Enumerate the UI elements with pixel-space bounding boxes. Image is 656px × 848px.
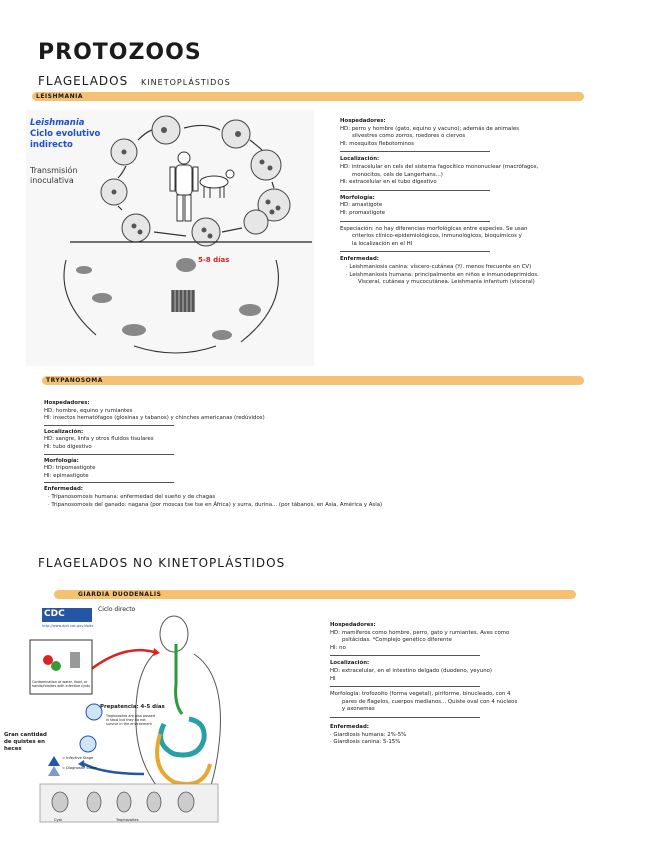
leish-loc-3: HI: extracelular en el tubo digestivo: [340, 179, 437, 186]
legend-type: indirecto: [30, 140, 73, 150]
leish-morf-2: HI: promastigote: [340, 209, 386, 216]
leishmania-bar-label: LEISHMANIA: [36, 93, 84, 100]
divider: [44, 482, 174, 483]
section-heading-secondary: KINETOPLÁSTIDOS: [141, 78, 231, 87]
leish-enf-2: · Leishmaniosis humana: principalmente en niños e inmunodeprimidos.: [346, 271, 539, 278]
divider: [340, 151, 490, 152]
tryp-morf-heading: Morfología:: [44, 457, 79, 464]
divider: [330, 686, 480, 687]
leish-hosp-3: HI: mosquitos flebotominos: [340, 140, 414, 147]
giar-loc-2: HI: [330, 675, 336, 682]
feces-line-3: heces: [4, 746, 22, 752]
giar-hosp-heading: Hospedadores:: [330, 622, 376, 628]
diagnostic-stage-label: = Diagnostic Stage: [62, 766, 97, 770]
transmission-label: [30, 166, 78, 186]
leish-loc-2: monocitos, cels de Langerhans...): [352, 171, 443, 178]
trophozoites-label: Trophozoites: [116, 818, 139, 822]
cdc-logo: CDC: [44, 609, 65, 619]
giar-morf-2: pares de flagelos, cuerpos medianos... Quiste oval con 4 núcleos: [342, 698, 518, 705]
trophozoite-note: Trophozoites are also passed in stool but they do not survive in the environment: [106, 714, 155, 726]
section-heading-main: FLAGELADOS: [38, 74, 129, 88]
leish-morf-heading: Morfología:: [340, 194, 375, 201]
tryp-loc-heading: Localización:: [44, 428, 84, 435]
infective-stage-label: = Infective Stage: [62, 756, 94, 760]
tryp-hosp-1: HD: hombre, equino y rumiantes: [44, 407, 133, 414]
leish-esp-1: Especiación: no hay diferencias morfológicas entre especies. Se usan: [340, 225, 528, 232]
section-heading-kinetoplastidos: [38, 74, 231, 88]
giar-loc-1: HD: extracelular, en el intestino delgado (duodeno, yeyuno): [330, 667, 493, 674]
leish-enf-heading: Enfermedad:: [340, 256, 379, 263]
leish-enf-1: · Leishmaniosis canina: víscero-cutánea (Y/. menos frecuente en CV): [346, 263, 532, 270]
transmission-line-2: inoculativa: [30, 176, 74, 185]
trypanosoma-bar-label: TRYPANOSOMA: [46, 377, 103, 384]
divider: [340, 251, 490, 252]
leishmania-bar: [32, 92, 584, 101]
legend-cycle: Ciclo evolutivo: [30, 129, 101, 139]
leish-hosp-2: silvestres como zorros, roedores o ciervos: [352, 133, 466, 140]
leish-loc-heading: Localización:: [340, 156, 380, 163]
legend-genus: Leishmania: [30, 118, 85, 128]
tryp-hosp-2: HI: insectos hematófagos (glosinas y tabanos) y chinches americanas (redúvidos): [44, 415, 265, 422]
divider: [44, 425, 174, 426]
giar-enf-1: · Giardiosis humana: 2%-5%: [330, 731, 407, 738]
tryp-enf-2: · Tripanosomosis del ganado: nagana (por moscas tse tse en África) y surra, durina... (por tábanos, en Asia, América y Asia): [48, 501, 383, 508]
giar-enf-heading: Enfermedad:: [330, 723, 369, 730]
trypanosoma-notes: [44, 400, 382, 509]
tryp-morf-2: HI: epimastigote: [44, 472, 89, 479]
divider: [340, 221, 490, 222]
feces-line-2: de quistes en: [4, 739, 45, 745]
section-heading-no-kinetoplastidos: FLAGELADOS NO KINETOPLÁSTIDOS: [38, 556, 286, 570]
tryp-loc-1: HD: sangre, linfa y otros fluidos tisulares: [44, 436, 154, 443]
tryp-hosp-heading: Hospedadores:: [44, 400, 90, 406]
transmission-line-1: Transmisión: [30, 166, 78, 175]
giardia-cycle-figure: [24, 604, 250, 826]
contamination-text: Contamination of water, food, or hands/fomites with infective cysts: [32, 680, 90, 688]
giardia-bar-label: GIARDIA DUODENALIS: [78, 591, 162, 598]
feces-note: [4, 732, 47, 753]
leishmania-notes: [340, 118, 539, 287]
giar-hosp-2: psitácidas. *Complejo genético diferente: [342, 637, 452, 644]
leishmania-figure-legend: [30, 118, 100, 151]
leish-hosp-heading: Hospedadores:: [340, 118, 386, 124]
cdc-url: http://www.dpd.cdc.gov/dpdx: [42, 624, 94, 628]
divider: [44, 454, 174, 455]
trypanosoma-bar: [42, 376, 584, 385]
giar-enf-2: · Giardiosis canina: 5-15%: [330, 739, 401, 746]
tryp-loc-2: HI: tubo digestivo: [44, 443, 92, 450]
tryp-morf-1: HD: tripomastigote: [44, 465, 96, 472]
prepatency-label: Prepatencia: 4-5 días: [100, 704, 165, 710]
giar-hosp-1: HD: mamíferos como hombre, perro, gato y rumiantes. Aves como: [330, 629, 510, 636]
divider: [340, 190, 490, 191]
leish-hosp-1: HD: perro y hombre (gato, equino y vacuno); además de animales: [340, 125, 519, 132]
page-title: PROTOZOOS: [38, 40, 202, 65]
giar-loc-heading: Localización:: [330, 660, 370, 667]
giardia-notes: [330, 622, 517, 747]
leish-loc-1: HD: intracelular en cels del sistema fagocítico mononuclear (macrófagos,: [340, 163, 539, 170]
cyst-label: Cyst: [54, 818, 62, 822]
giardia-cycle-label: Ciclo directo: [98, 606, 136, 613]
giar-morf-3: y axonemas: [342, 706, 375, 713]
tryp-enf-1: · Tripanosomosis humana: enfermedad del sueño y de chagas: [48, 493, 216, 500]
days-label: 5-8 días: [198, 256, 230, 264]
leishmania-cycle-figure: [26, 110, 314, 366]
giardia-bar: [54, 590, 576, 599]
leish-enf-3: Visceral, cutánea y mucocutánea. Leishmania infantum (visceral): [358, 279, 535, 286]
leish-esp-2: criterios clínico-epidemiológicos, inmunológicos, bioquímicos y: [352, 233, 522, 240]
feces-line-1: Gran cantidad: [4, 732, 47, 738]
divider: [330, 655, 480, 656]
leish-esp-3: la localización en el HI: [352, 240, 413, 247]
giar-morf-1: Morfología: trofozoito (forma vegetal), piriforme, binucleado, con 4: [330, 691, 511, 698]
leish-morf-1: HD: amastigote: [340, 202, 383, 209]
tryp-enf-heading: Enfermedad:: [44, 486, 83, 493]
divider: [330, 717, 480, 718]
giar-hosp-3: HI: no: [330, 644, 346, 651]
